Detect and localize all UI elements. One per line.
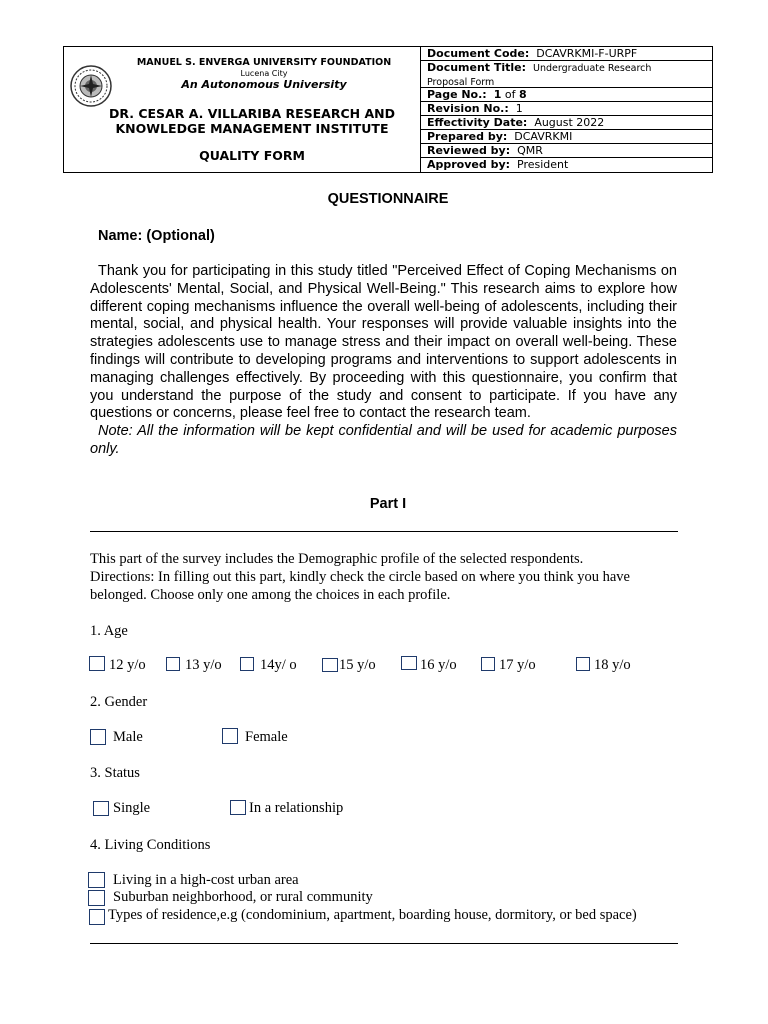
question-living-label: 4. Living Conditions bbox=[90, 837, 211, 853]
doc-code-label: Document Code: bbox=[427, 47, 530, 60]
revision-row bbox=[421, 102, 713, 116]
status-single-label: Single bbox=[113, 800, 151, 816]
age-14-label: 14y/ o bbox=[260, 657, 297, 673]
living-residence-checkbox[interactable] bbox=[89, 909, 105, 925]
doc-code-row bbox=[421, 47, 713, 61]
effectivity-label: Effectivity Date: bbox=[427, 116, 528, 129]
part-description bbox=[90, 550, 690, 604]
age-15-label: 15 y/o bbox=[339, 657, 376, 673]
form-type: QUALITY FORM bbox=[199, 148, 305, 163]
reviewed-value: QMR bbox=[517, 144, 543, 157]
living-urban-label: Living in a high-cost urban area bbox=[113, 872, 299, 888]
status-relationship-label: In a relationship bbox=[249, 800, 344, 816]
university-name: MANUEL S. ENVERGA UNIVERSITY FOUNDATION bbox=[136, 57, 392, 68]
header-left-panel bbox=[64, 47, 421, 172]
age-12-label: 12 y/o bbox=[109, 657, 146, 673]
confidentiality-note: Note: All the information will be kept confidential and will be used for academic purposes only. bbox=[90, 423, 677, 457]
page-label: Page No.: bbox=[427, 88, 487, 101]
age-16-checkbox[interactable] bbox=[401, 656, 417, 670]
institute-name bbox=[84, 106, 420, 136]
age-15-checkbox[interactable] bbox=[322, 658, 338, 672]
divider-top bbox=[90, 531, 678, 532]
reviewed-label: Reviewed by: bbox=[427, 144, 511, 157]
part-desc-line-2: Directions: In filling out this part, kindly check the circle based on where you think you have bbox=[90, 569, 630, 585]
doc-title-value-2: Proposal Form bbox=[427, 77, 495, 88]
university-seal-icon bbox=[70, 65, 112, 107]
approved-label: Approved by: bbox=[427, 158, 511, 171]
question-age-label: 1. Age bbox=[90, 623, 128, 639]
reviewed-row bbox=[421, 144, 713, 158]
status-single-checkbox[interactable] bbox=[93, 801, 109, 816]
part-desc-line-1: This part of the survey includes the Demographic profile of the selected respondents. bbox=[90, 551, 584, 567]
document-header bbox=[63, 46, 713, 173]
institute-line-1: DR. CESAR A. VILLARIBA RESEARCH AND bbox=[109, 106, 395, 121]
age-14-checkbox[interactable] bbox=[240, 657, 254, 671]
doc-title-label: Document Title: bbox=[427, 61, 527, 74]
page-title: QUESTIONNAIRE bbox=[327, 191, 449, 207]
divider-bottom bbox=[90, 943, 678, 944]
age-18-checkbox[interactable] bbox=[576, 657, 590, 671]
gender-male-label: Male bbox=[113, 729, 143, 745]
living-suburban-label: Suburban neighborhood, or rural community bbox=[113, 889, 373, 905]
gender-male-checkbox[interactable] bbox=[90, 729, 106, 745]
age-18-label: 18 y/o bbox=[594, 657, 631, 673]
university-tagline: An Autonomous University bbox=[181, 78, 347, 91]
institute-line-2: KNOWLEDGE MANAGEMENT INSTITUTE bbox=[115, 121, 389, 136]
age-17-checkbox[interactable] bbox=[481, 657, 495, 671]
doc-title-value-1: Undergraduate Research bbox=[533, 63, 652, 74]
living-urban-checkbox[interactable] bbox=[88, 872, 105, 888]
age-17-label: 17 y/o bbox=[499, 657, 536, 673]
age-12-checkbox[interactable] bbox=[89, 656, 105, 671]
page-of: of bbox=[504, 88, 516, 101]
university-city: Lucena City bbox=[240, 69, 288, 78]
age-13-checkbox[interactable] bbox=[166, 657, 180, 671]
prepared-row bbox=[421, 130, 713, 144]
name-field-label: Name: (Optional) bbox=[98, 228, 215, 244]
approved-value: President bbox=[517, 158, 569, 171]
living-residence-label: Types of residence,e.g (condominium, apartment, boarding house, dormitory, or bed space) bbox=[108, 907, 637, 923]
prepared-label: Prepared by: bbox=[427, 130, 508, 143]
revision-value: 1 bbox=[515, 102, 523, 115]
age-13-label: 13 y/o bbox=[185, 657, 222, 673]
header-metadata bbox=[421, 47, 713, 172]
effectivity-row bbox=[421, 116, 713, 130]
part-title: Part I bbox=[369, 496, 407, 512]
question-status-label: 3. Status bbox=[90, 765, 140, 781]
living-suburban-checkbox[interactable] bbox=[88, 890, 105, 906]
part-desc-line-3: belonged. Choose only one among the choices in each profile. bbox=[90, 587, 451, 603]
gender-female-label: Female bbox=[245, 729, 288, 745]
page-no: 1 bbox=[493, 88, 502, 101]
age-16-label: 16 y/o bbox=[420, 657, 457, 673]
intro-section bbox=[90, 263, 677, 459]
gender-female-checkbox[interactable] bbox=[222, 728, 238, 744]
prepared-value: DCAVRKMI bbox=[514, 130, 573, 143]
doc-code-value: DCAVRKMI-F-URPF bbox=[536, 47, 638, 60]
page-total: 8 bbox=[518, 88, 527, 101]
question-gender-label: 2. Gender bbox=[90, 694, 148, 710]
doc-title-row bbox=[421, 61, 713, 88]
status-relationship-checkbox[interactable] bbox=[230, 800, 246, 815]
intro-paragraph: Thank you for participating in this study titled "Perceived Effect of Coping Mechanisms on Adolescents' Mental, Social, and Physical Well-Being." This research aims to explore how different coping mechanisms influence the overall well-being of adolescents, including their mental, social, and physical health. Your responses will provide valuable insights into the strategies adolescents use to manage stress and their impact on overall well-being. These findings will contribute to developing programs and interventions to support adolescents in managing challenges effectively. By proceeding with this questionnaire, you confirm that you understand the purpose of the study and consent to participate. If you have any questions or concerns, please feel free to contact the research team. bbox=[90, 263, 677, 422]
page-row bbox=[421, 88, 713, 102]
effectivity-value: August 2022 bbox=[534, 116, 605, 129]
approved-row bbox=[421, 158, 713, 172]
revision-label: Revision No.: bbox=[427, 102, 509, 115]
